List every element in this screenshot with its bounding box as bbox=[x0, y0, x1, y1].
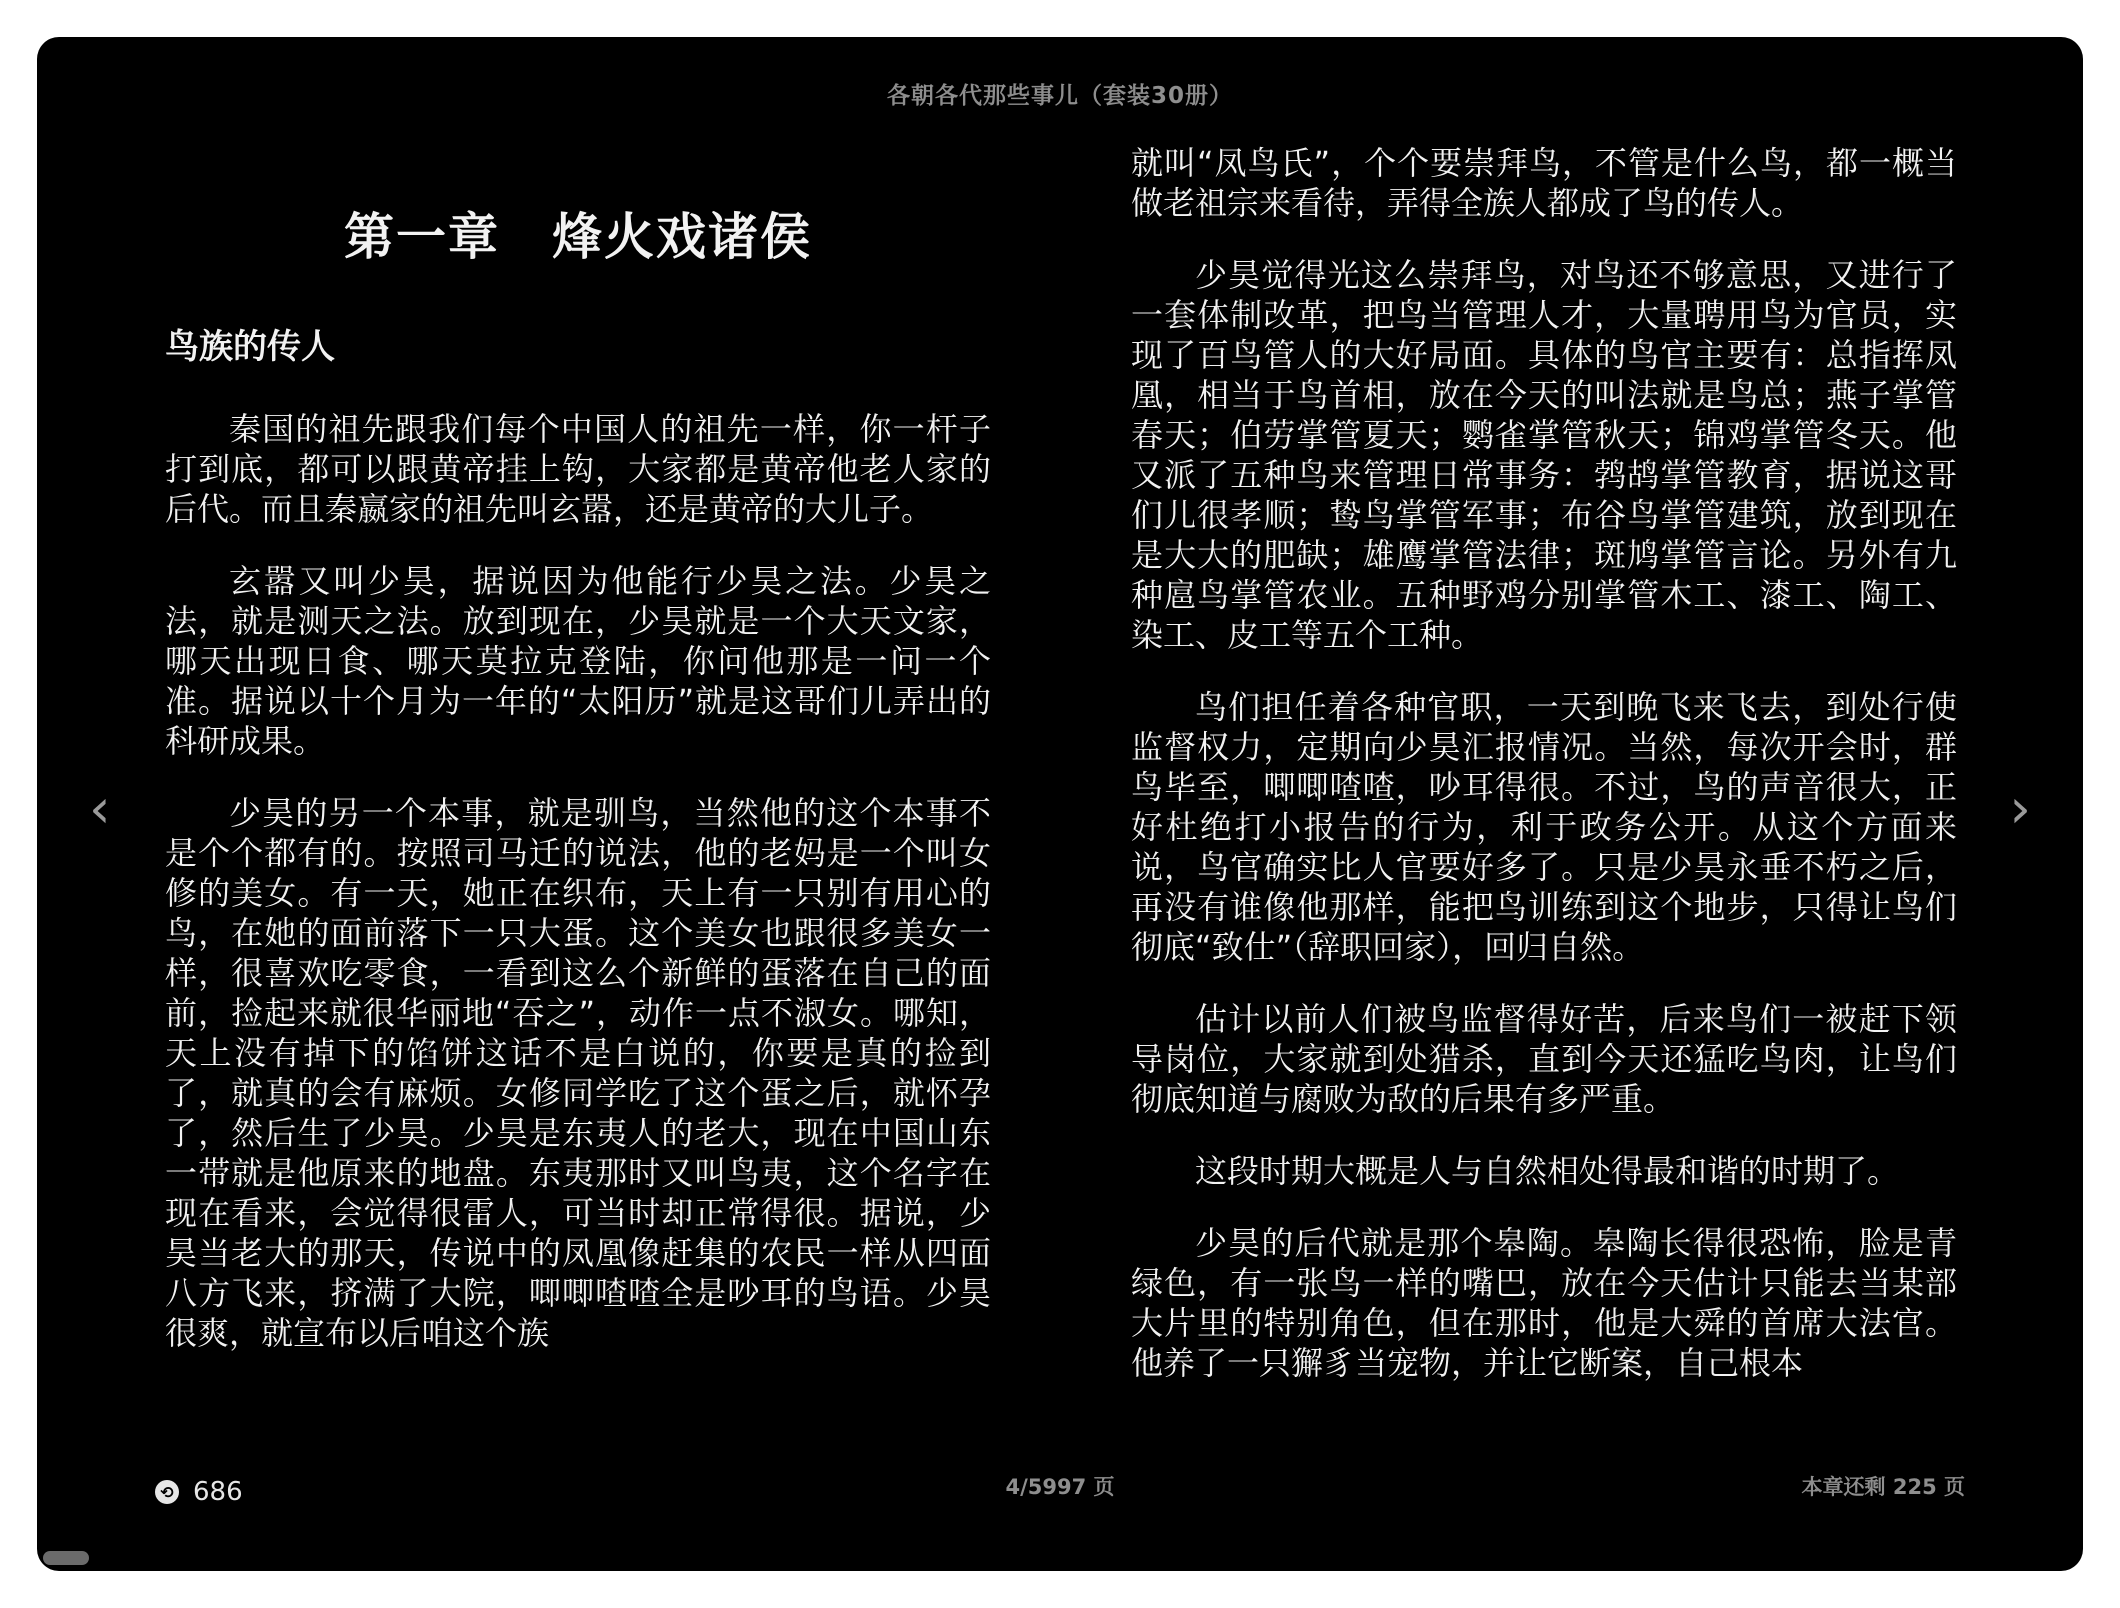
paragraph: 这段时期大概是人与自然相处得最和谐的时期了。 bbox=[1195, 1152, 1900, 1190]
chapter-title: 第一章 烽火戏诸侯 bbox=[344, 208, 812, 266]
paragraph: 鸟们担任着各种官职，一天到晚飞来飞去，到处行使监督权力，定期向少昊汇报情况。当然，每次开会时，群鸟毕至，唧唧喳喳，吵耳得很。不过，鸟的声音很大，正好杜绝打小报告的行为，利于政务公开。从这个方面来说，鸟官确实比人官要好多了。只是少昊永垂不朽之后，再没有谁像他那样，能把鸟训练到这个地步，只得让鸟们彻底“致仕”（辞职回家），回归自然。 bbox=[1131, 688, 1957, 966]
paragraph: 估计以前人们被鸟监督得好苦，后来鸟们一被赶下领导岗位，大家就到处猎杀，直到今天还猛吃鸟肉，让鸟们彻底知道与腐败为敌的后果有多严重。 bbox=[1131, 1000, 1957, 1118]
section-title: 鸟族的传人 bbox=[165, 327, 335, 367]
next-page-chevron-right-icon[interactable]: › bbox=[2009, 777, 2031, 840]
chapter-remaining: 本章还剩 225 页 bbox=[1801, 1475, 1965, 1499]
paragraph: 少昊的另一个本事，就是驯鸟，当然他的这个本事不是个个都有的。按照司马迁的说法，他的老妈是一个叫女修的美女。有一天，她正在织布，天上有一只别有用心的鸟，在她的面前落下一只大蛋。这个美女也跟很多美女一样，很喜欢吃零食，一看到这么个新鲜的蛋落在自己的面前，捡起来就很华丽地“吞之”，动作一点不淑女。哪知，天上没有掉下的馅饼这话不是白说的，你要是真的捡到了，就真的会有麻烦。女修同学吃了这个蛋之后，就怀孕了，然后生了少昊。少昊是东夷人的老大，现在中国山东一带就是他原来的地盘。东夷那时又叫鸟夷，这个名字在现在看来，会觉得很雷人，可当时却正常得很。据说，少昊当老大的那天，传说中的凤凰像赶集的农民一样从四面八方飞来，挤满了大院，唧唧喳喳全是吵耳的鸟语。少昊很爽，就宣布以后咱这个族 bbox=[165, 794, 991, 1352]
coin-icon: ⟲ bbox=[155, 1480, 179, 1504]
paragraph: 秦国的祖先跟我们每个中国人的祖先一样，你一杆子打到底，都可以跟黄帝挂上钩，大家都是黄帝他老人家的后代。而且秦嬴家的祖先叫玄嚣，还是黄帝的大儿子。 bbox=[165, 410, 991, 528]
page-indicator: 4/5997 页 bbox=[1005, 1475, 1115, 1499]
right-page bbox=[1131, 143, 1957, 1415]
book-title: 各朝各代那些事儿（套装30册） bbox=[886, 83, 1233, 109]
left-page bbox=[165, 159, 991, 1385]
paragraph-continuation: 就叫“凤鸟氏”，个个要崇拜鸟，不管是什么鸟，都一概当做老祖宗来看待，弄得全族人都成了鸟的传人。 bbox=[1131, 144, 1957, 222]
reader-window bbox=[37, 37, 2083, 1571]
resize-handle[interactable] bbox=[43, 1551, 89, 1565]
coin-count: 686 bbox=[193, 1477, 243, 1507]
paragraph: 少昊觉得光这么崇拜鸟，对鸟还不够意思，又进行了一套体制改革，把鸟当管理人才，大量聘用鸟为官员，实现了百鸟管人的大好局面。具体的鸟官主要有：总指挥凤凰，相当于鸟首相，放在今天的叫法就是鸟总；燕子掌管春天；伯劳掌管夏天；鹦雀掌管秋天；锦鸡掌管冬天。他又派了五种鸟来管理日常事务：鹁鸪掌管教育，据说这哥们儿很孝顺；鸷鸟掌管军事；布谷鸟掌管建筑，放到现在是大大的肥缺；雄鹰掌管法律；斑鸠掌管言论。另外有九种扈鸟掌管农业。五种野鸡分别掌管木工、漆工、陶工、染工、皮工等五个工种。 bbox=[1131, 256, 1957, 654]
paragraph: 玄嚣又叫少昊，据说因为他能行少昊之法。少昊之法，就是测天之法。放到现在，少昊就是一个大天文家，哪天出现日食、哪天莫拉克登陆，你问他那是一问一个准。据说以十个月为一年的“太阳历”就是这哥们儿弄出的科研成果。 bbox=[165, 562, 991, 760]
prev-page-chevron-left-icon[interactable]: ‹ bbox=[89, 777, 111, 840]
paragraph: 少昊的后代就是那个皋陶。皋陶长得很恐怖，脸是青绿色，有一张鸟一样的嘴巴，放在今天估计只能去当某部大片里的特别角色，但在那时，他是大舜的首席大法官。他养了一只獬豸当宠物，并让它断案，自己根本 bbox=[1131, 1224, 1957, 1382]
